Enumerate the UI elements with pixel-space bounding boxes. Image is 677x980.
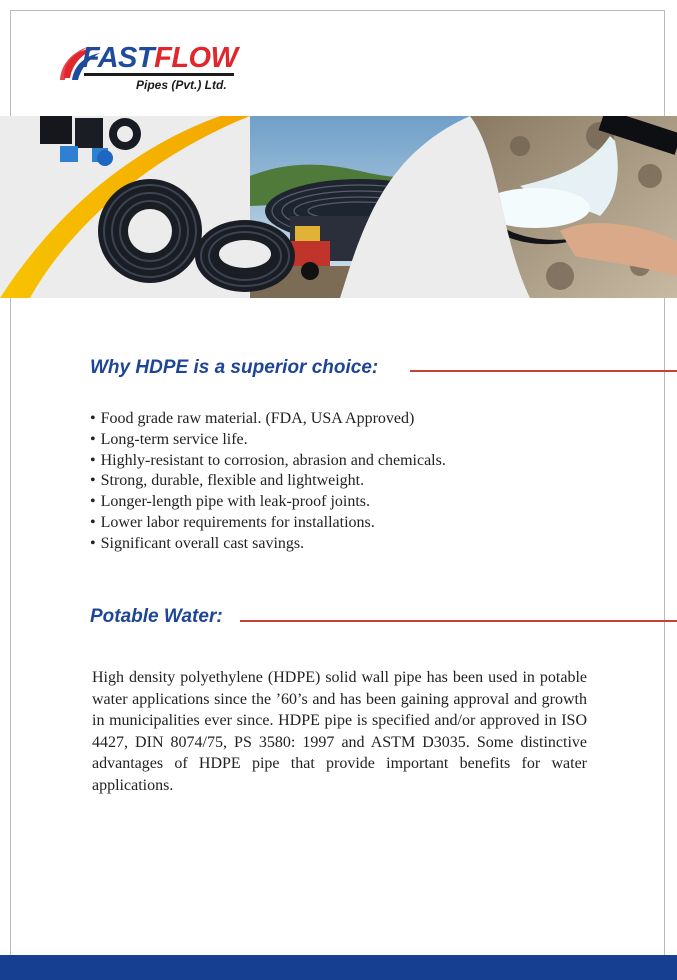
potable-water-paragraph: High density polyethylene (HDPE) solid wall pipe has been used in potable water applications since the ’60’s and has been gaining approval and growth in municipalities ever since. HDPE pipe is specified and/or approved in ISO 4427, DIN 8074/75, PS 3580: 1997 and ASTM D3035. Some distinctive advantages of HDPE pipe that provide important benefits for water applications. bbox=[92, 669, 587, 794]
brand-tagline: Pipes (Pvt.) Ltd. bbox=[136, 78, 227, 92]
footer-bar bbox=[0, 955, 677, 980]
list-item: • Lower labor requirements for installations. bbox=[90, 513, 446, 534]
benefits-list bbox=[90, 409, 446, 555]
list-item: • Highly-resistant to corrosion, abrasion and chemicals. bbox=[90, 451, 446, 472]
brand-name-fast: FAST bbox=[82, 42, 155, 74]
brand-name-flow: FLOW bbox=[154, 42, 238, 74]
list-item: • Significant overall cast savings. bbox=[90, 534, 446, 555]
list-item: • Long-term service life. bbox=[90, 430, 446, 451]
list-item: • Strong, durable, flexible and lightweight. bbox=[90, 471, 446, 492]
brand-wordmark bbox=[82, 43, 237, 73]
section-title-potable-water: Potable Water: bbox=[90, 606, 223, 627]
banner-collage bbox=[0, 116, 677, 298]
section-divider-2 bbox=[240, 620, 677, 622]
brand-logo bbox=[56, 40, 256, 100]
list-item: • Food grade raw material. (FDA, USA Approved) bbox=[90, 409, 446, 430]
section-title-why-hdpe: Why HDPE is a superior choice: bbox=[90, 357, 379, 378]
section-divider-1 bbox=[410, 370, 677, 372]
list-item: • Longer-length pipe with leak-proof joints. bbox=[90, 492, 446, 513]
